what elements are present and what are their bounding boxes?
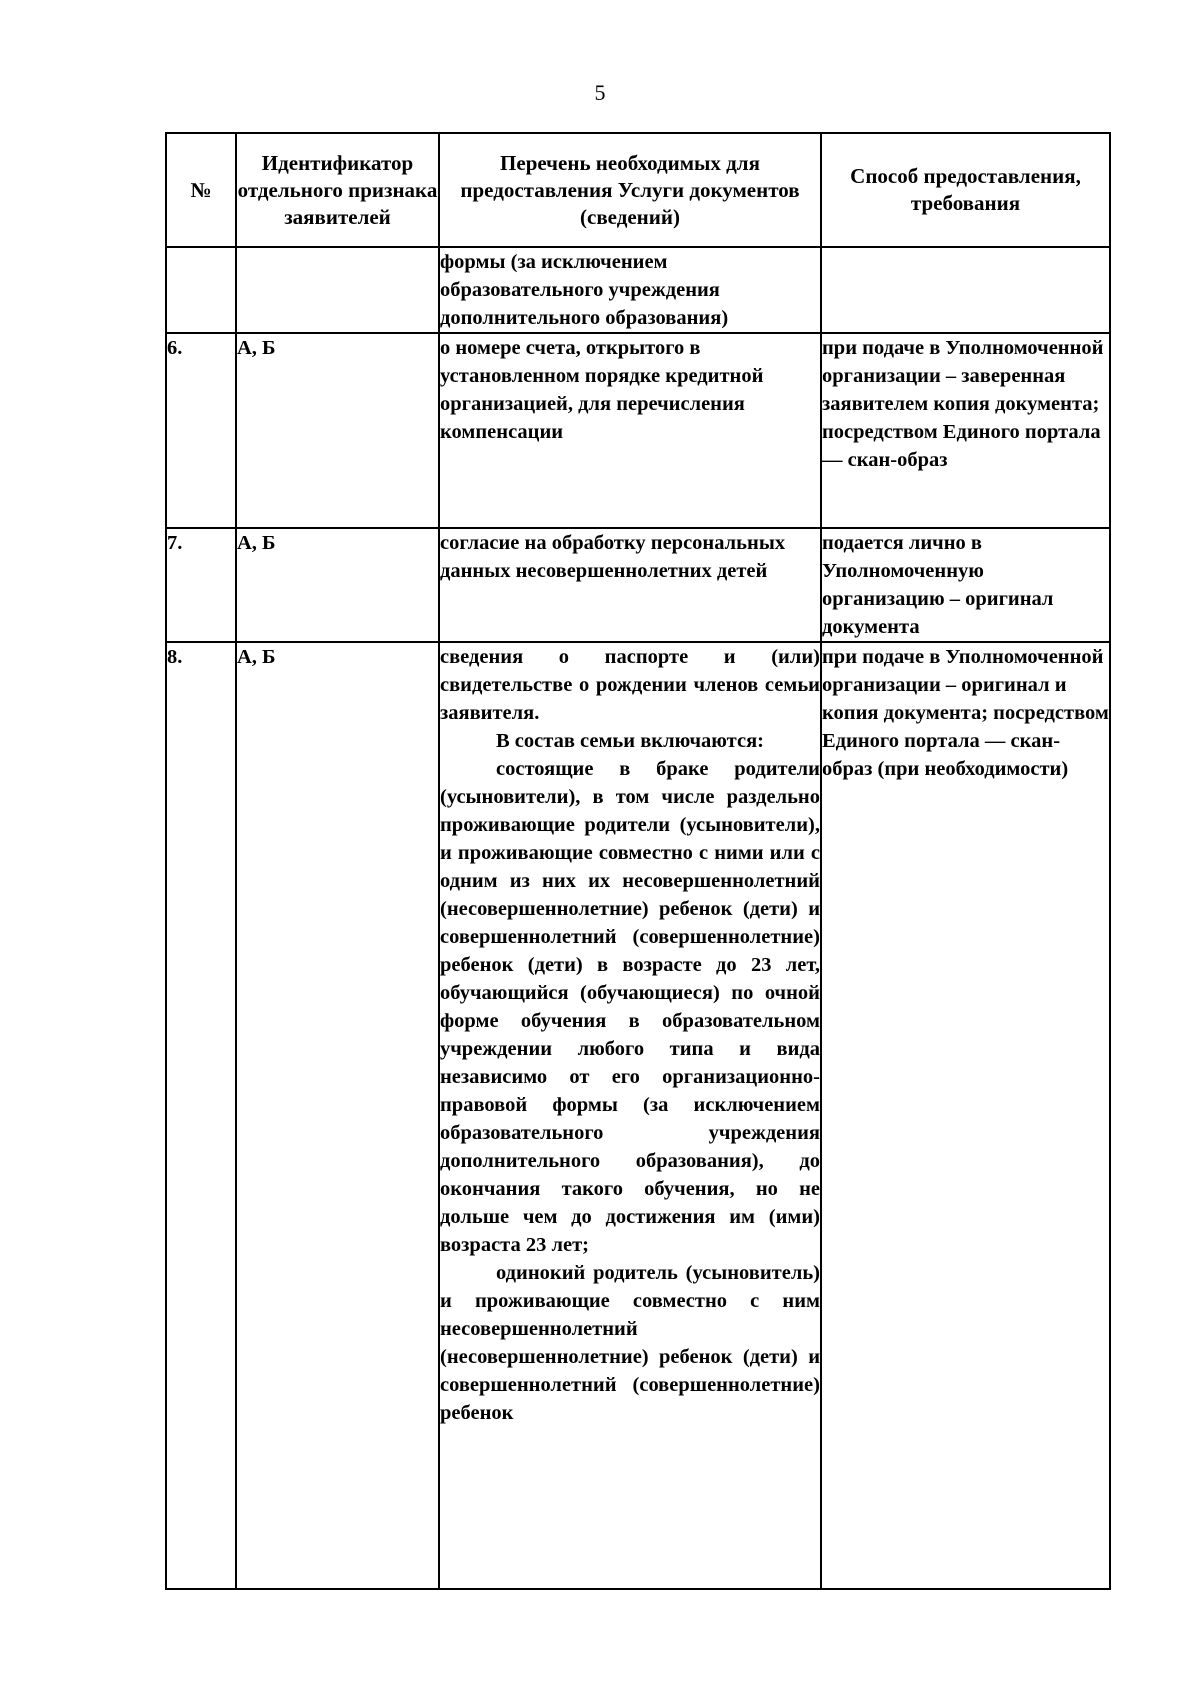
cell-number: 7. <box>166 528 236 642</box>
cell-number: 8. <box>166 642 236 1589</box>
cell-identifier: А, Б <box>236 333 439 528</box>
table-row-8 <box>166 642 1110 1589</box>
table-row-7 <box>166 528 1110 642</box>
cell-method: при подаче в Уполномоченной организации – заверенная заявителем копия документа; посредством Единого портала — скан-образ <box>821 333 1110 528</box>
documents-paragraph: В состав семьи включаются: <box>496 730 765 752</box>
table-row-6 <box>166 333 1110 528</box>
table-header-row <box>166 133 1110 247</box>
cell-method: при подаче в Уполномоченной организации – оригинал и копия документа; посредством Единого портала — скан-образ (при необходимости) <box>821 642 1110 1589</box>
cell-identifier: А, Б <box>236 528 439 642</box>
documents-paragraph: одинокий родитель (усыновитель) и проживающие совместно с ним несовершеннолетний (несовершеннолетние) ребенок (дети) и совершеннолетний (совершеннолетние) ребенок <box>440 1262 820 1424</box>
cell-method <box>821 247 1110 333</box>
cell-number <box>166 247 236 333</box>
header-number: № <box>166 133 236 247</box>
documents-paragraph: сведения о паспорте и (или) свидетельстве о рождении членов семьи заявителя. <box>440 646 820 724</box>
cell-documents <box>439 642 821 1589</box>
documents-paragraph: состоящие в браке родители (усыновители), в том числе раздельно проживающие родители (усыновители), и проживающие совместно с ними или с одним из них их несовершеннолетний (несовершеннолетние) ребенок (дети) и совершеннолетний (совершеннолетние) ребенок (дети) в возрасте до 23 лет, обучающийся (обучающиеся) по очной форме обучения в образовательном учреждении любого типа и вида независимо от его организационно-правовой формы (за исключением образовательного учреждения дополнительного образования), до окончания такого обучения, но не дольше чем до достижения им (ими) возраста 23 лет; <box>440 758 820 1256</box>
cell-documents: формы (за исключением образовательного учреждения дополнительного образования) <box>439 247 821 333</box>
cell-documents: о номере счета, открытого в установленном порядке кредитной организацией, для перечисления компенсации <box>439 333 821 528</box>
cell-number: 6. <box>166 333 236 528</box>
cell-identifier: А, Б <box>236 642 439 1589</box>
documents-table <box>165 132 1111 1590</box>
header-method: Способ предоставления, требования <box>821 133 1110 247</box>
page-number: 5 <box>594 80 606 105</box>
cell-method: подается лично в Уполномоченную организацию – оригинал документа <box>821 528 1110 642</box>
cell-identifier <box>236 247 439 333</box>
header-documents: Перечень необходимых для предоставления Услуги документов (сведений) <box>439 133 821 247</box>
header-identifier: Идентификатор отдельного признака заявителей <box>236 133 439 247</box>
cell-documents: согласие на обработку персональных данных несовершеннолетних детей <box>439 528 821 642</box>
table-row-continued <box>166 247 1110 333</box>
